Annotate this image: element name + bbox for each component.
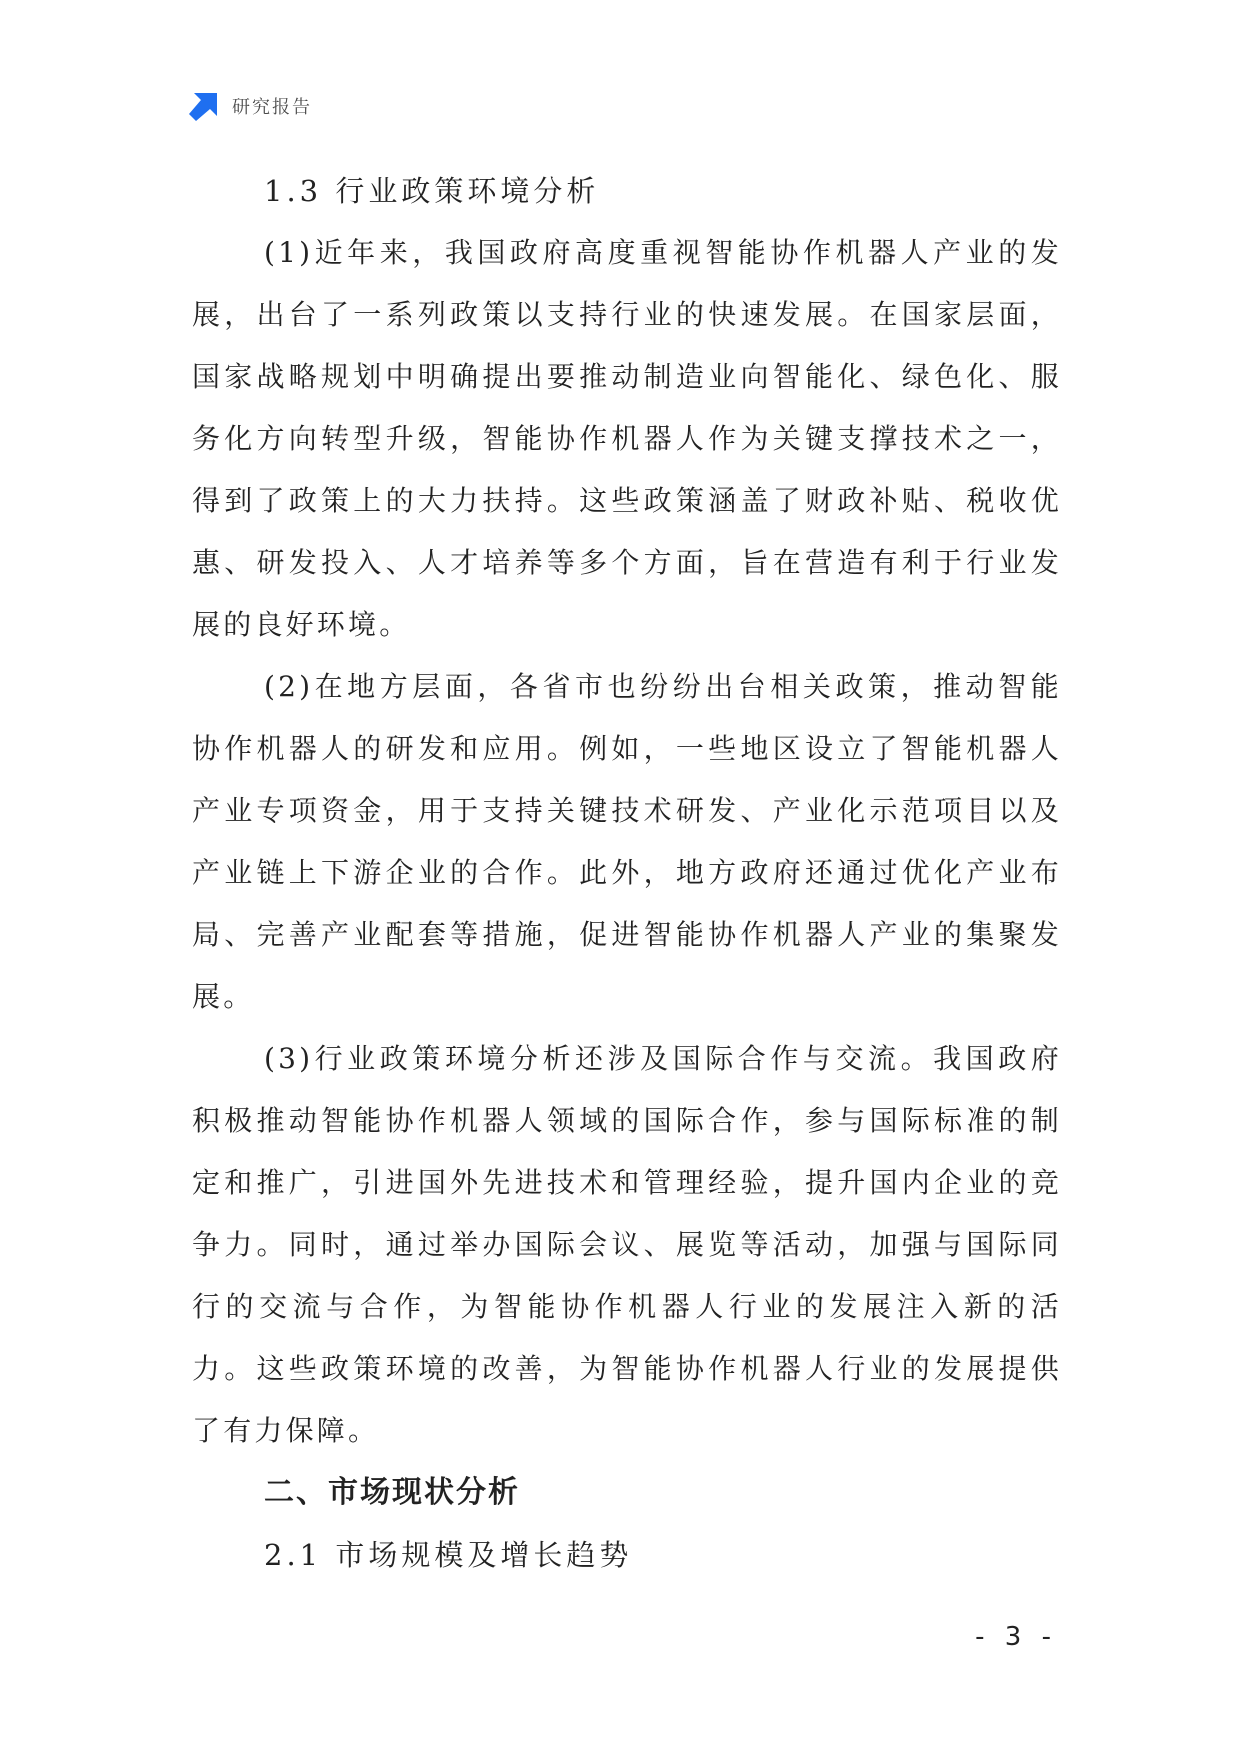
header-label: 研究报告 — [232, 97, 312, 118]
page-number: - 3 - — [975, 1622, 1057, 1652]
paragraph-3: (3)行业政策环境分析还涉及国际合作与交流。我国政府积极推动智能协作机器人领域的国际合作，参与国际标准的制定和推广，引进国外先进技术和管理经验，提升国内企业的竞争力。同时，通过举办国际会议、展览等活动，加强与国际同行的交流与合作，为智能协作机器人行业的发展注入新的活力。这些政策环境的改善，为智能协作机器人行业的发展提供了有力保障。 — [192, 1042, 1062, 1447]
paragraph-1: (1)近年来，我国政府高度重视智能协作机器人产业的发展，出台了一系列政策以支持行业的快速发展。在国家层面，国家战略规划中明确提出要推动制造业向智能化、绿色化、服务化方向转型升级，智能协作机器人作为关键支撑技术之一，得到了政策上的大力扶持。这些政策涵盖了财政补贴、税收优惠、研发投入、人才培养等多个方面，旨在营造有利于行业发展的良好环境。 — [192, 236, 1062, 641]
report-header — [188, 90, 312, 122]
section-heading-1-3: 1.3 行业政策环境分析 — [264, 174, 600, 208]
chapter-heading-2: 二、市场现状分析 — [264, 1475, 520, 1510]
arrow-up-right-icon — [188, 90, 220, 122]
section-heading-2-1: 2.1 市场规模及增长趋势 — [264, 1538, 633, 1572]
paragraph-2: (2)在地方层面，各省市也纷纷出台相关政策，推动智能协作机器人的研发和应用。例如，一些地区设立了智能机器人产业专项资金，用于支持关键技术研发、产业化示范项目以及产业链上下游企业的合作。此外，地方政府还通过优化产业布局、完善产业配套等措施，促进智能协作机器人产业的集聚发展。 — [192, 670, 1062, 1013]
document-body — [192, 160, 1062, 1586]
